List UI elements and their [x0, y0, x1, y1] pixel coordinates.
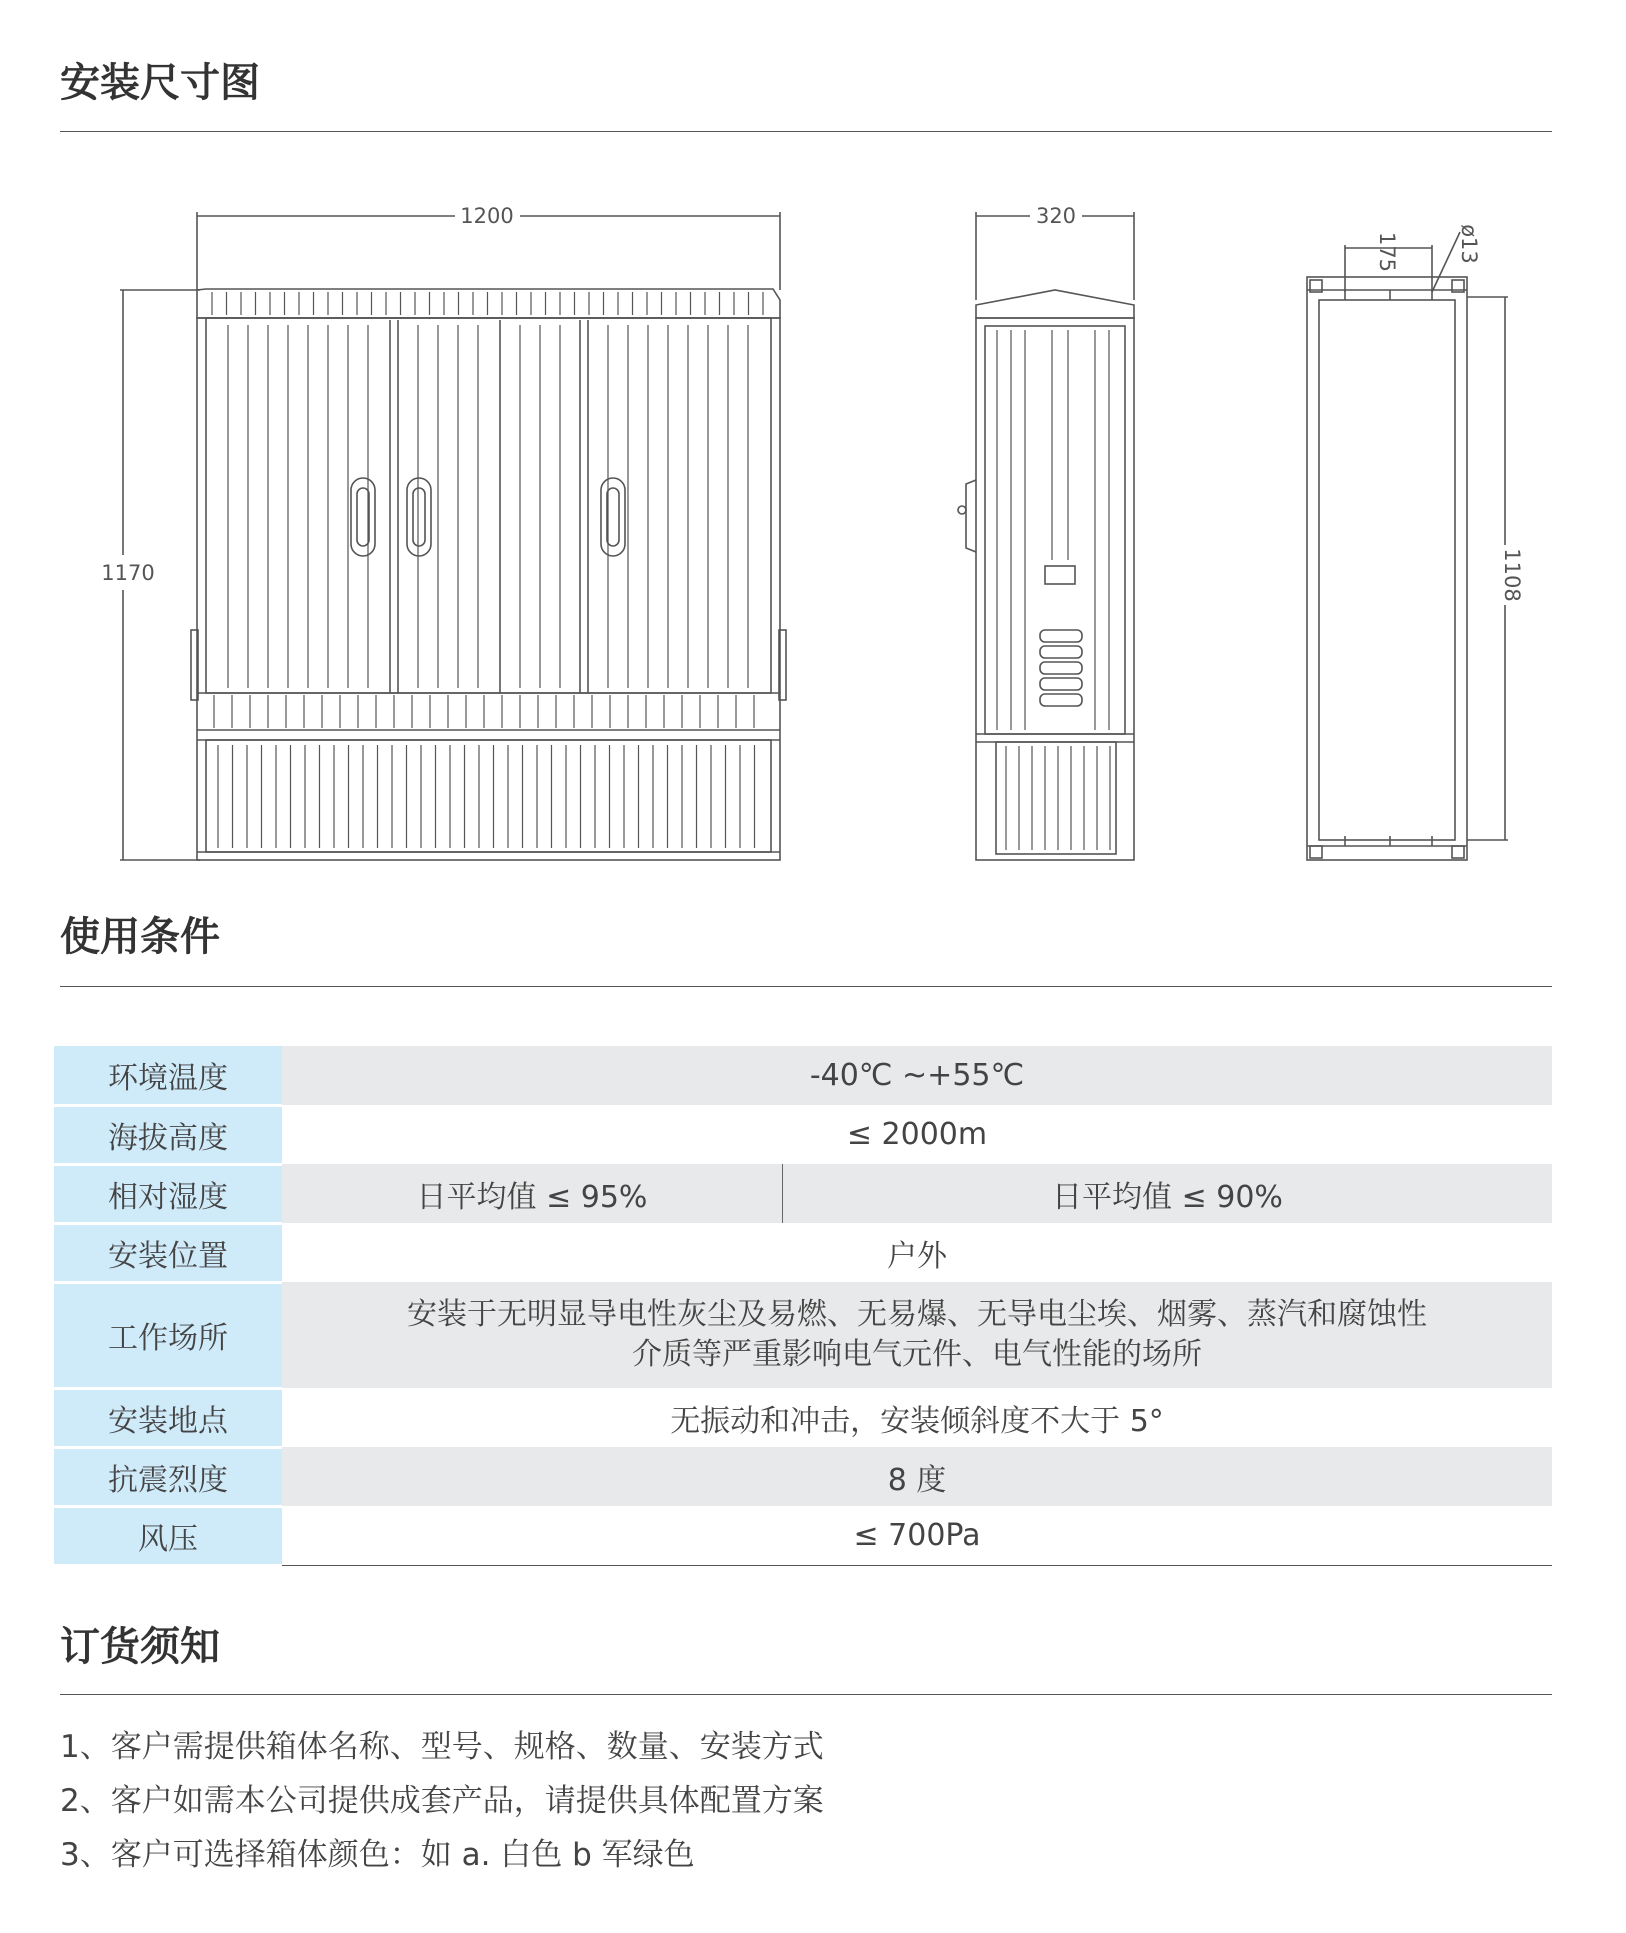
side-width-label: 320: [1035, 204, 1077, 228]
table-row: [54, 1164, 1552, 1223]
temperature-value: -40℃ ~+55℃: [282, 1046, 1552, 1105]
table-row: [54, 1223, 1552, 1282]
table-row: [54, 1282, 1552, 1388]
rear-spacing-label: 175: [1375, 231, 1399, 273]
location-value: 户外: [282, 1223, 1552, 1282]
seismic-label: 抗震烈度: [54, 1447, 282, 1506]
conditions-title: 使用条件: [60, 914, 220, 960]
conditions-table: [54, 1046, 1552, 1567]
rear-hole-label: ø13: [1457, 224, 1481, 264]
location-label: 安装位置: [54, 1223, 282, 1282]
workplace-label: 工作场所: [54, 1282, 282, 1388]
side-view: [958, 212, 1134, 860]
table-row: [54, 1105, 1552, 1164]
installation-drawing: [0, 180, 1626, 890]
list-item: 1、客户需提供箱体名称、型号、规格、数量、安装方式: [60, 1729, 824, 1765]
dimensions-title: 安装尺寸图: [60, 60, 260, 106]
workplace-value: [282, 1282, 1552, 1388]
humidity-label: 相对湿度: [54, 1164, 282, 1223]
table-row: [54, 1506, 1552, 1565]
table-row: [54, 1046, 1552, 1105]
list-item: 3、客户可选择箱体颜色：如 a. 白色 b 军绿色: [60, 1837, 695, 1873]
wind-value: ≤ 700Pa: [282, 1506, 1552, 1565]
workplace-value-line1: 安装于无明显导电性灰尘及易燃、无易爆、无导电尘埃、烟雾、蒸汽和腐蚀性: [407, 1297, 1427, 1332]
front-width-label: 1200: [460, 204, 514, 228]
table-row: [54, 1447, 1552, 1506]
front-view: [120, 212, 786, 860]
conditions-divider: [60, 986, 1552, 987]
order-title: 订货须知: [60, 1624, 220, 1670]
table-row: [54, 1388, 1552, 1447]
temperature-label: 环境温度: [54, 1046, 282, 1105]
humidity-value-left: 日平均值 ≤ 95%: [282, 1164, 783, 1223]
wind-label: 风压: [54, 1506, 282, 1565]
front-height-label: 1170: [101, 561, 155, 585]
site-label: 安装地点: [54, 1388, 282, 1447]
dimensions-divider: [60, 131, 1552, 132]
order-divider: [60, 1694, 1552, 1695]
order-notes-list: [60, 1720, 824, 1882]
list-item: 2、客户如需本公司提供成套产品，请提供具体配置方案: [60, 1783, 824, 1819]
site-value: 无振动和冲击，安装倾斜度不大于 5°: [282, 1388, 1552, 1447]
seismic-value: 8 度: [282, 1447, 1552, 1506]
rear-view: [1307, 232, 1508, 860]
altitude-value: ≤ 2000m: [282, 1105, 1552, 1164]
workplace-value-line2: 介质等严重影响电气元件、电气性能的场所: [632, 1337, 1202, 1372]
altitude-label: 海拔高度: [54, 1105, 282, 1164]
rear-height-label: 1108: [1500, 548, 1524, 602]
humidity-value-right: 日平均值 ≤ 90%: [783, 1164, 1553, 1223]
